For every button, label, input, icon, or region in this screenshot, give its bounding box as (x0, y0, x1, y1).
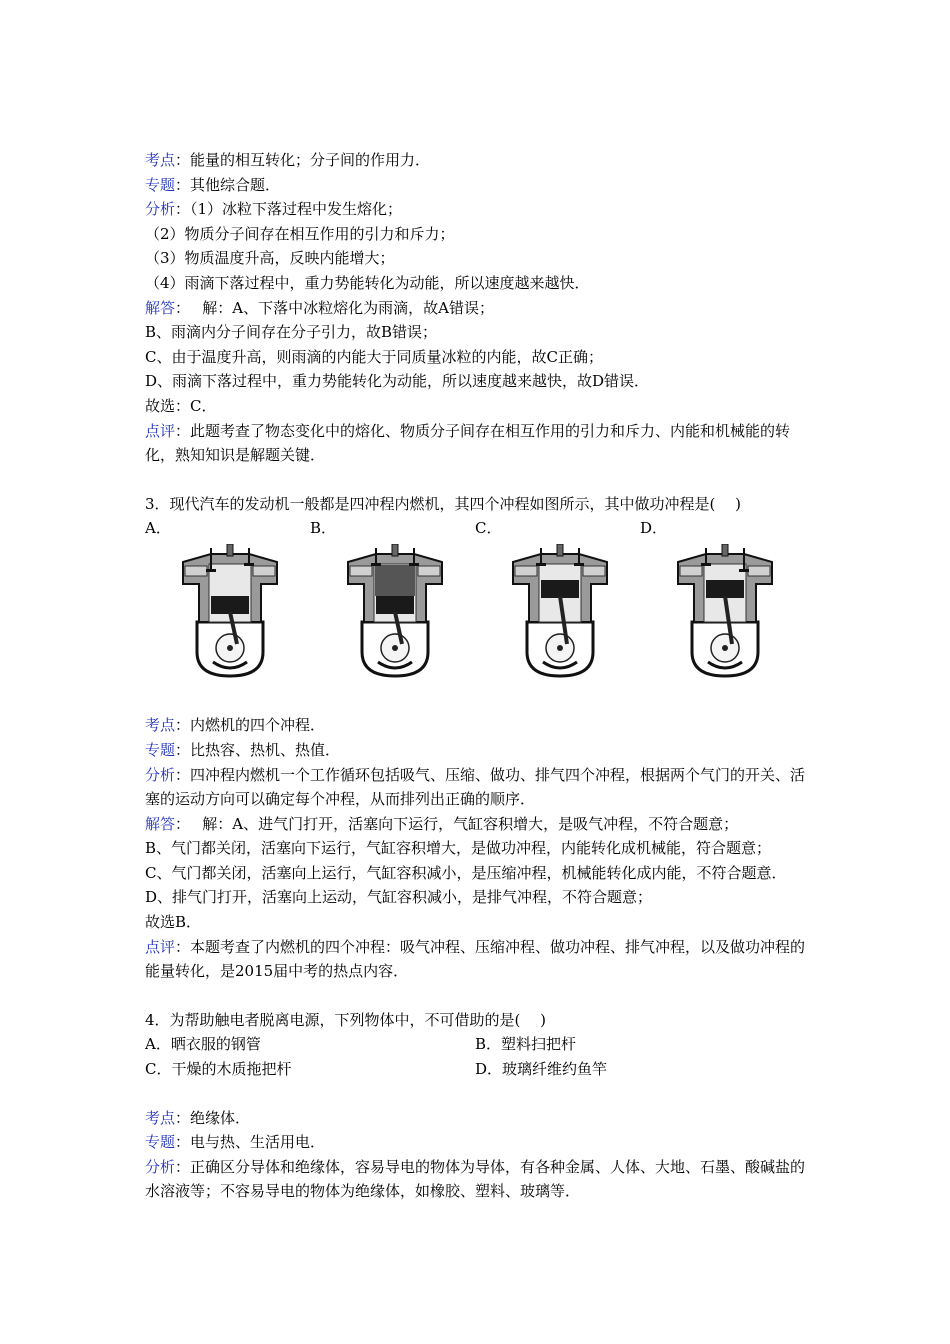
exhaust-port (583, 566, 605, 576)
combustion-gas (375, 565, 415, 596)
q2-fenxi-3: （3）物质温度升高，反映内能增大； (145, 249, 395, 268)
q4-option-a[interactable]: A．晒衣服的钢管 (145, 1035, 261, 1054)
q2-kaodian: 考点：能量的相互转化；分子间的作用力． (145, 151, 431, 169)
q3-option-b[interactable]: B． (310, 519, 337, 538)
crank-center (392, 645, 398, 651)
q3-question: 3．现代汽车的发动机一般都是四冲程内燃机，其四个冲程如图所示，其中做功冲程是( ) (145, 494, 742, 513)
q2-fenxi-2: （2）物质分子间存在相互作用的引力和斥力； (145, 224, 455, 243)
spark-plug (392, 544, 398, 556)
q3-option-a[interactable]: A． (145, 519, 171, 538)
q2-jieda: 解答： 解：A、下落中冰粒熔化为雨滴，故A错误； (145, 298, 494, 317)
document-page (145, 148, 815, 1204)
q4-option-c[interactable]: C．干燥的木质拖把杆 (145, 1060, 292, 1079)
piston (541, 580, 579, 598)
intake-valve-head (371, 563, 381, 566)
engine-a-diagram (145, 544, 310, 689)
crank-center (722, 645, 728, 651)
exhaust-port (748, 566, 770, 576)
q4-zhuanti: 专题：电与热、生活用电． (145, 1133, 326, 1152)
spark-plug (557, 544, 563, 556)
q3-options (145, 516, 815, 540)
intake-valve-head (701, 563, 711, 566)
q2-jieda-4: D、雨滴下落过程中，重力势能转化为动能，所以速度越来越快，故D错误． (145, 372, 650, 391)
q2-guxuan: 故选：C． (145, 396, 217, 415)
intake-port (350, 566, 372, 576)
q2-fenxi: 分析：（1）冰粒下落过程中发生熔化； (145, 200, 403, 219)
q2-dianping: 点评：此题考查了物态变化中的熔化、物质分子间存在相互作用的引力和斥力、内能和机械能的转化，熟知知识是解题关键． (145, 421, 791, 465)
spacer (145, 689, 815, 713)
q4-option-d[interactable]: D．玻璃纤维约鱼竿 (475, 1060, 608, 1079)
q4-options-row-1 (145, 1032, 815, 1057)
q2-jieda-3: C、由于温度升高，则雨滴的内能大于同质量冰粒的内能，故C正确； (145, 347, 603, 366)
crank-center (557, 645, 563, 651)
q2-fenxi-4: （4）雨滴下落过程中，重力势能转化为动能，所以速度越来越快． (145, 273, 590, 292)
engine-diagrams (145, 544, 815, 689)
exhaust-valve-head (739, 569, 749, 572)
q4-kaodian: 考点：绝缘体． (145, 1108, 251, 1127)
intake-port (515, 566, 537, 576)
q2-zhuanti: 专题：其他综合题． (145, 175, 281, 194)
exhaust-port (253, 566, 275, 576)
q3-option-d[interactable]: D． (640, 519, 668, 538)
q3-option-c[interactable]: C． (475, 519, 502, 538)
intake-valve-head (536, 563, 546, 566)
q4-options-row-2 (145, 1057, 815, 1082)
q3-zhuanti: 专题：比热容、热机、热值． (145, 740, 341, 759)
exhaust-port (418, 566, 440, 576)
intake-port (680, 566, 702, 576)
spark-plug (722, 544, 728, 556)
intake-valve-head (206, 569, 216, 572)
exhaust-valve-head (409, 563, 419, 566)
engine-c-diagram (475, 544, 640, 689)
engine-b-diagram (310, 544, 475, 689)
q3-jieda-2: B、气门都关闭，活塞向下运行，气缸容积增大，是做功冲程，内能转化成机械能，符合题意； (145, 839, 772, 858)
spacer (145, 468, 815, 492)
q3-jieda-4: D、排气门打开，活塞向上运动，气缸容积减小，是排气冲程，不符合题意； (145, 888, 653, 907)
q4-fenxi: 分析：正确区分导体和绝缘体，容易导电的物体为导体，有各种金属、人体、大地、石墨、酸碱盐的水溶液等；不容易导电的物体为绝缘体，如橡胶、塑料、玻璃等． (145, 1157, 806, 1201)
q3-guxuan: 故选B． (145, 913, 202, 932)
exhaust-valve-head (244, 563, 254, 566)
q3-dianping: 点评：本题考查了内燃机的四个冲程：吸气冲程、压缩冲程、做功冲程、排气冲程，以及做功冲程的能量转化，是2015届中考的热点内容． (145, 937, 806, 981)
exhaust-valve-head (574, 563, 584, 566)
q3-fenxi: 分析：四冲程内燃机一个工作循环包括吸气、压缩、做功、排气四个冲程，根据两个气门的开关、活塞的运动方向可以确定每个冲程，从而排列出正确的顺序． (145, 765, 806, 809)
spacer (145, 984, 815, 1008)
q3-jieda: 解答： 解：A、进气门打开，活塞向下运行，气缸容积增大，是吸气冲程，不符合题意； (145, 814, 739, 833)
q3-jieda-3: C、气门都关闭，活塞向上运行，气缸容积减小，是压缩冲程，机械能转化成内能，不符合题意． (145, 863, 787, 882)
crank-center (227, 645, 233, 651)
piston (376, 596, 414, 614)
q4-option-b[interactable]: B．塑料扫把杆 (475, 1035, 577, 1054)
spacer (145, 1082, 815, 1106)
q3-kaodian: 考点：内燃机的四个冲程． (145, 716, 326, 735)
q4-question: 4．为帮助触电者脱离电源，下列物体中，不可借助的是( ) (145, 1010, 547, 1029)
piston (706, 580, 744, 598)
piston (211, 596, 249, 614)
intake-port (185, 566, 207, 576)
spark-plug (227, 544, 233, 556)
engine-d-diagram (640, 544, 805, 689)
q2-jieda-2: B、雨滴内分子间存在分子引力，故B错误； (145, 323, 438, 342)
